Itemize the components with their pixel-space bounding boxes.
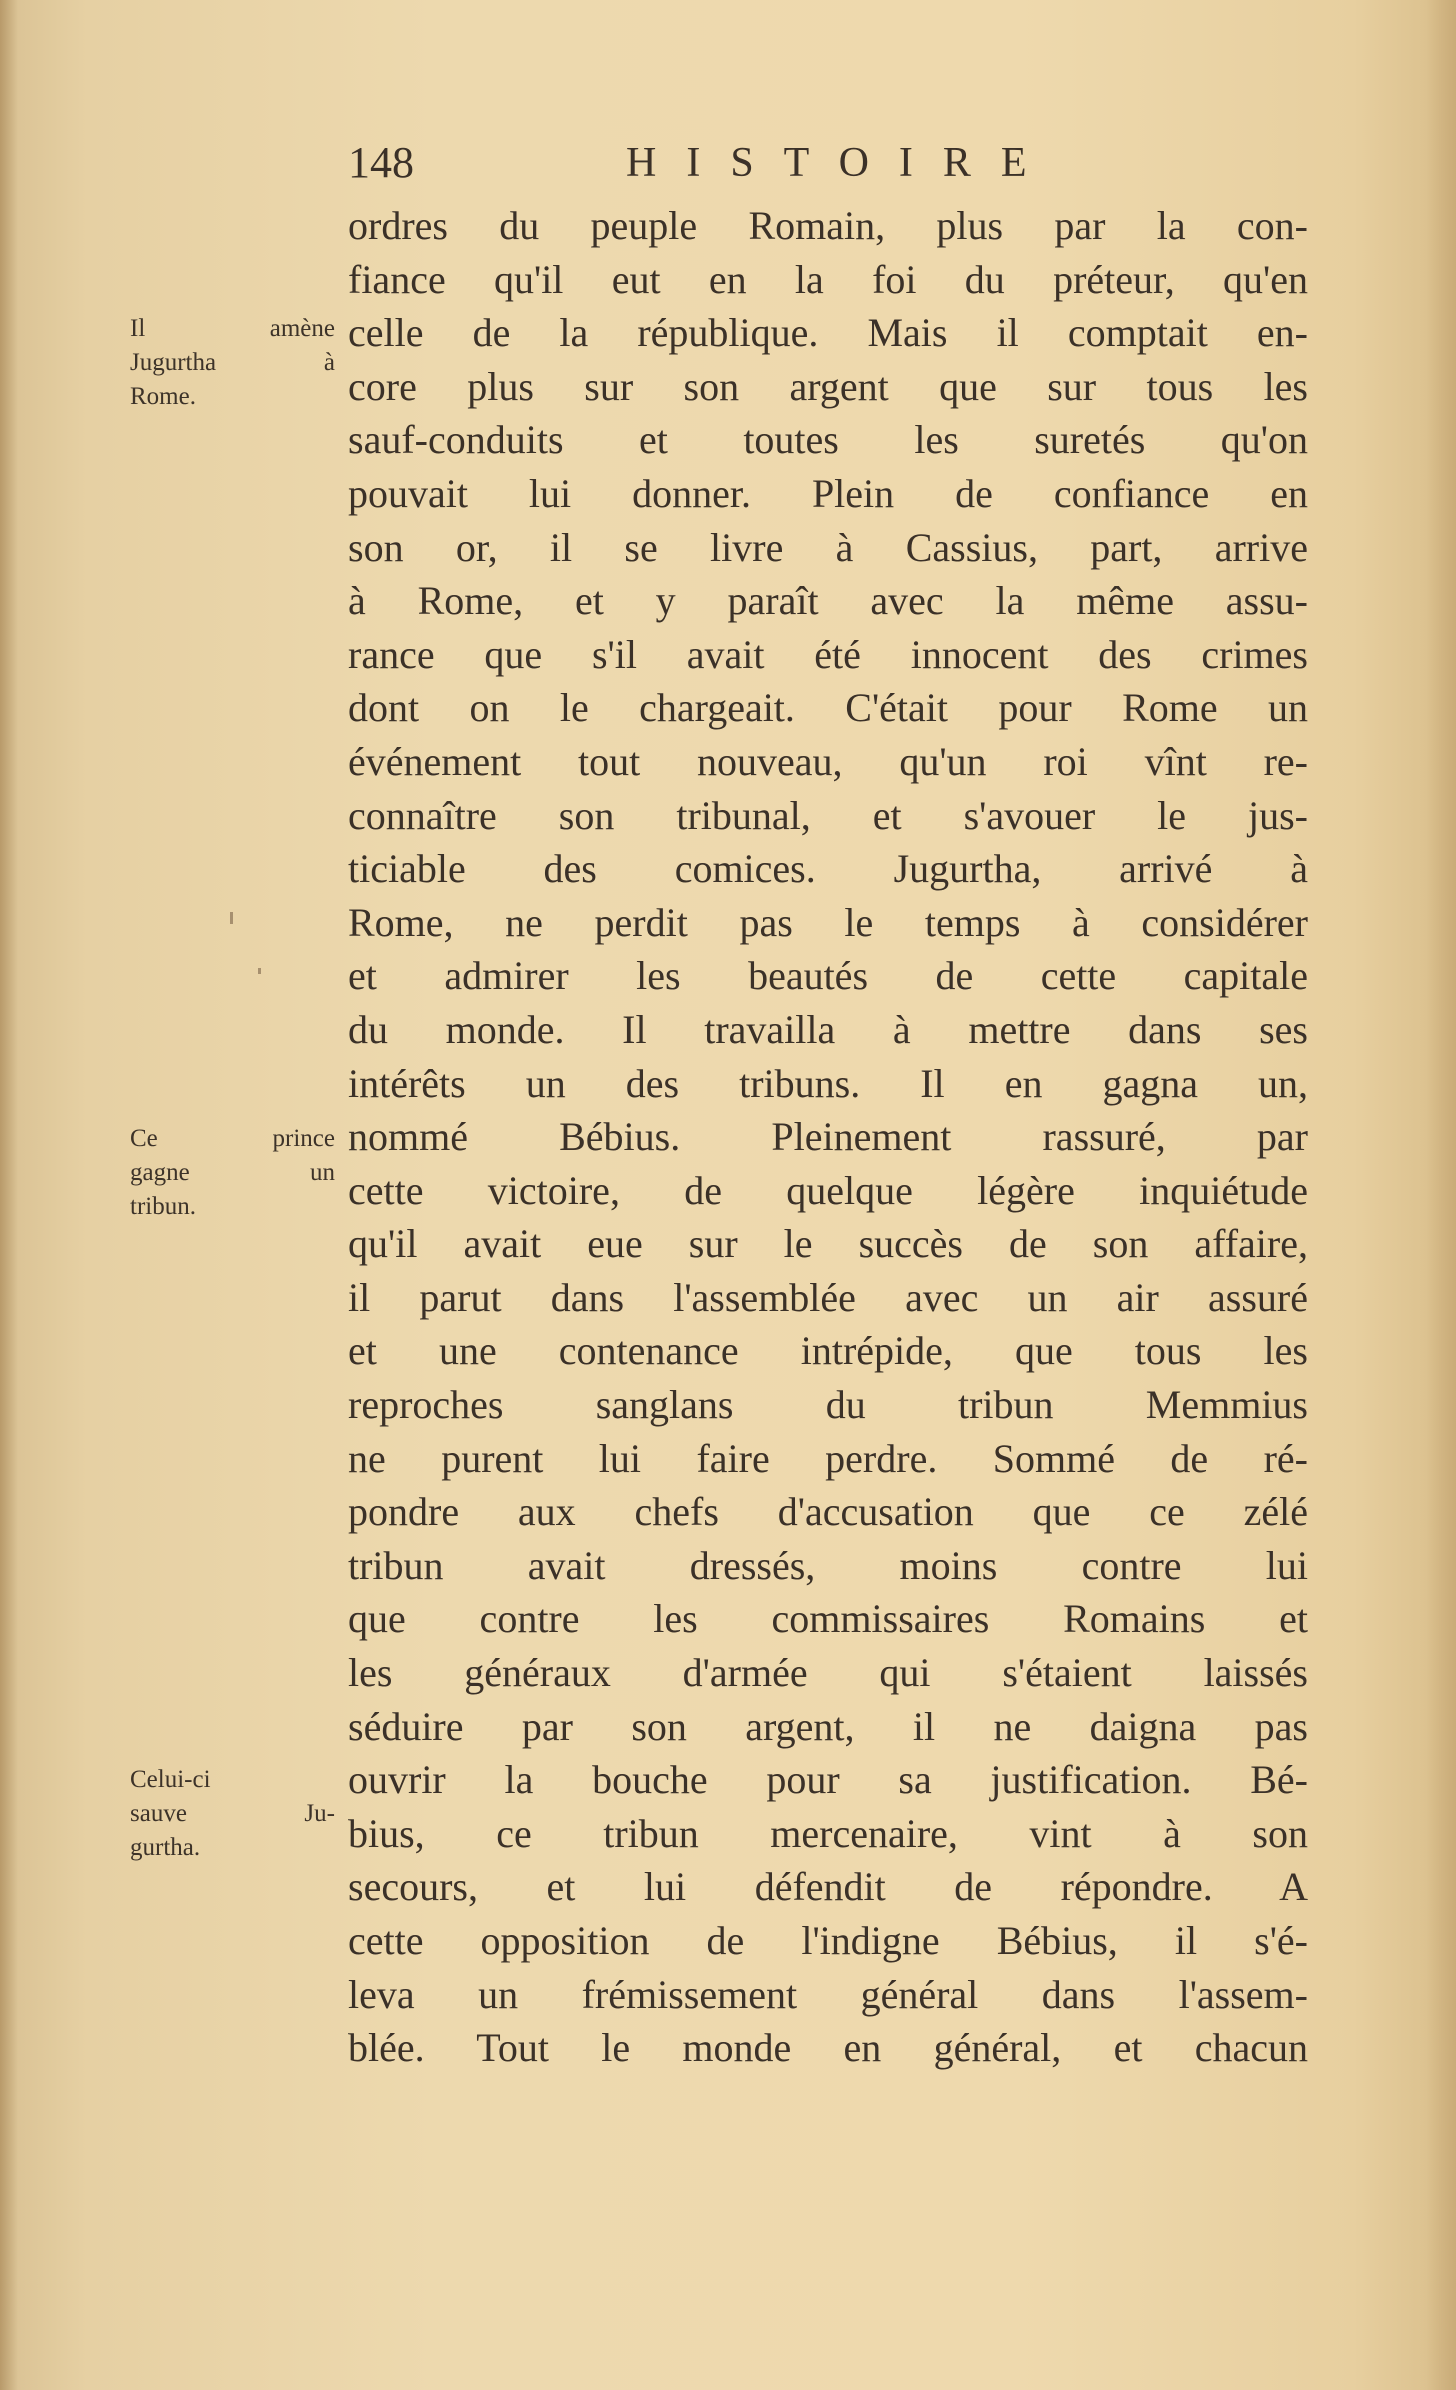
text-line: rance que s'il avait été innocent des crimes <box>348 631 1308 677</box>
text-line: à Rome, et y paraît avec la même assu- <box>348 578 1308 624</box>
text-line: pondre aux chefs d'accusation que ce zélé <box>348 1489 1308 1535</box>
text-line: ne purent lui faire perdre. Sommé de ré- <box>348 1435 1308 1481</box>
text-line: leva un frémissement général dans l'assem- <box>348 1971 1308 2017</box>
text-line: ouvrir la bouche pour sa justification. Bé- <box>348 1757 1308 1803</box>
text-line: du monde. Il travailla à mettre dans ses <box>348 1006 1308 1052</box>
text-line: reproches sanglans du tribun Memmius <box>348 1382 1308 1428</box>
text-line: tribun avait dressés, moins contre lui <box>348 1542 1308 1588</box>
text-line: connaître son tribunal, et s'avouer le jus- <box>348 792 1308 838</box>
text-line: ticiable des comices. Jugurtha, arrivé à <box>348 846 1308 892</box>
margin-note <box>130 1122 335 1224</box>
text-line: cette opposition de l'indigne Bébius, il s'é- <box>348 1918 1308 1963</box>
margin-note-line: sauve Ju- <box>130 1800 335 1827</box>
ink-speck <box>258 968 261 974</box>
text-line: sauf-conduits et toutes les suretés qu'on <box>348 417 1308 463</box>
text-line: séduire par son argent, il ne daigna pas <box>348 1703 1308 1749</box>
text-line: événement tout nouveau, qu'un roi vînt re- <box>348 738 1308 784</box>
margin-note-line: gurtha. <box>130 1834 201 1861</box>
margin-note <box>130 312 335 414</box>
page-edge <box>1426 0 1456 2390</box>
text-line: fiance qu'il eut en la foi du préteur, qu'en <box>348 256 1308 302</box>
text-line: celle de la république. Mais il comptait en- <box>348 310 1308 356</box>
margin-note-line: Ce prince <box>130 1125 335 1152</box>
text-line: intérêts un des tribuns. Il en gagna un, <box>348 1060 1308 1106</box>
margin-note-line: Il amène <box>130 315 335 342</box>
margin-note-line: Jugurtha à <box>130 349 335 376</box>
text-line: et une contenance intrépide, que tous les <box>348 1328 1308 1374</box>
text-line: et admirer les beautés de cette capitale <box>348 953 1308 999</box>
text-line: Rome, ne perdit pas le temps à considérer <box>348 899 1308 945</box>
text-line: cette victoire, de quelque légère inquiétude <box>348 1167 1308 1213</box>
text-line: nommé Bébius. Pleinement rassuré, par <box>348 1114 1308 1160</box>
text-line: blée. Tout le monde en général, et chacun <box>348 2025 1308 2071</box>
text-line: il parut dans l'assemblée avec un air assuré <box>348 1274 1308 1320</box>
text-line: les généraux d'armée qui s'étaient laissés <box>348 1650 1308 1696</box>
text-line: bius, ce tribun mercenaire, vint à son <box>348 1810 1308 1856</box>
text-line: secours, et lui défendit de répondre. A <box>348 1864 1308 1910</box>
margin-note-line: tribun. <box>130 1193 196 1220</box>
text-line: qu'il avait eue sur le succès de son affaire, <box>348 1221 1308 1267</box>
ink-speck <box>230 912 233 924</box>
page-number: 148 <box>348 138 414 187</box>
body-text <box>348 199 1308 2075</box>
margin-note <box>130 1763 335 1865</box>
text-line: dont on le chargeait. C'était pour Rome un <box>348 685 1308 731</box>
text-line: core plus sur son argent que sur tous les <box>348 363 1308 409</box>
text-line: son or, il se livre à Cassius, part, arrive <box>348 524 1308 570</box>
running-title: HISTOIRE <box>626 140 1057 186</box>
text-line: ordres du peuple Romain, plus par la con- <box>348 203 1308 248</box>
text-line: que contre les commissaires Romains et <box>348 1596 1308 1642</box>
text-line: pouvait lui donner. Plein de confiance en <box>348 470 1308 516</box>
margin-note-line: Celui-ci <box>130 1766 211 1793</box>
running-header <box>348 138 1308 188</box>
margin-note-line: gagne un <box>130 1159 335 1186</box>
spine-shadow <box>0 0 18 2390</box>
margin-note-line: Rome. <box>130 383 196 410</box>
